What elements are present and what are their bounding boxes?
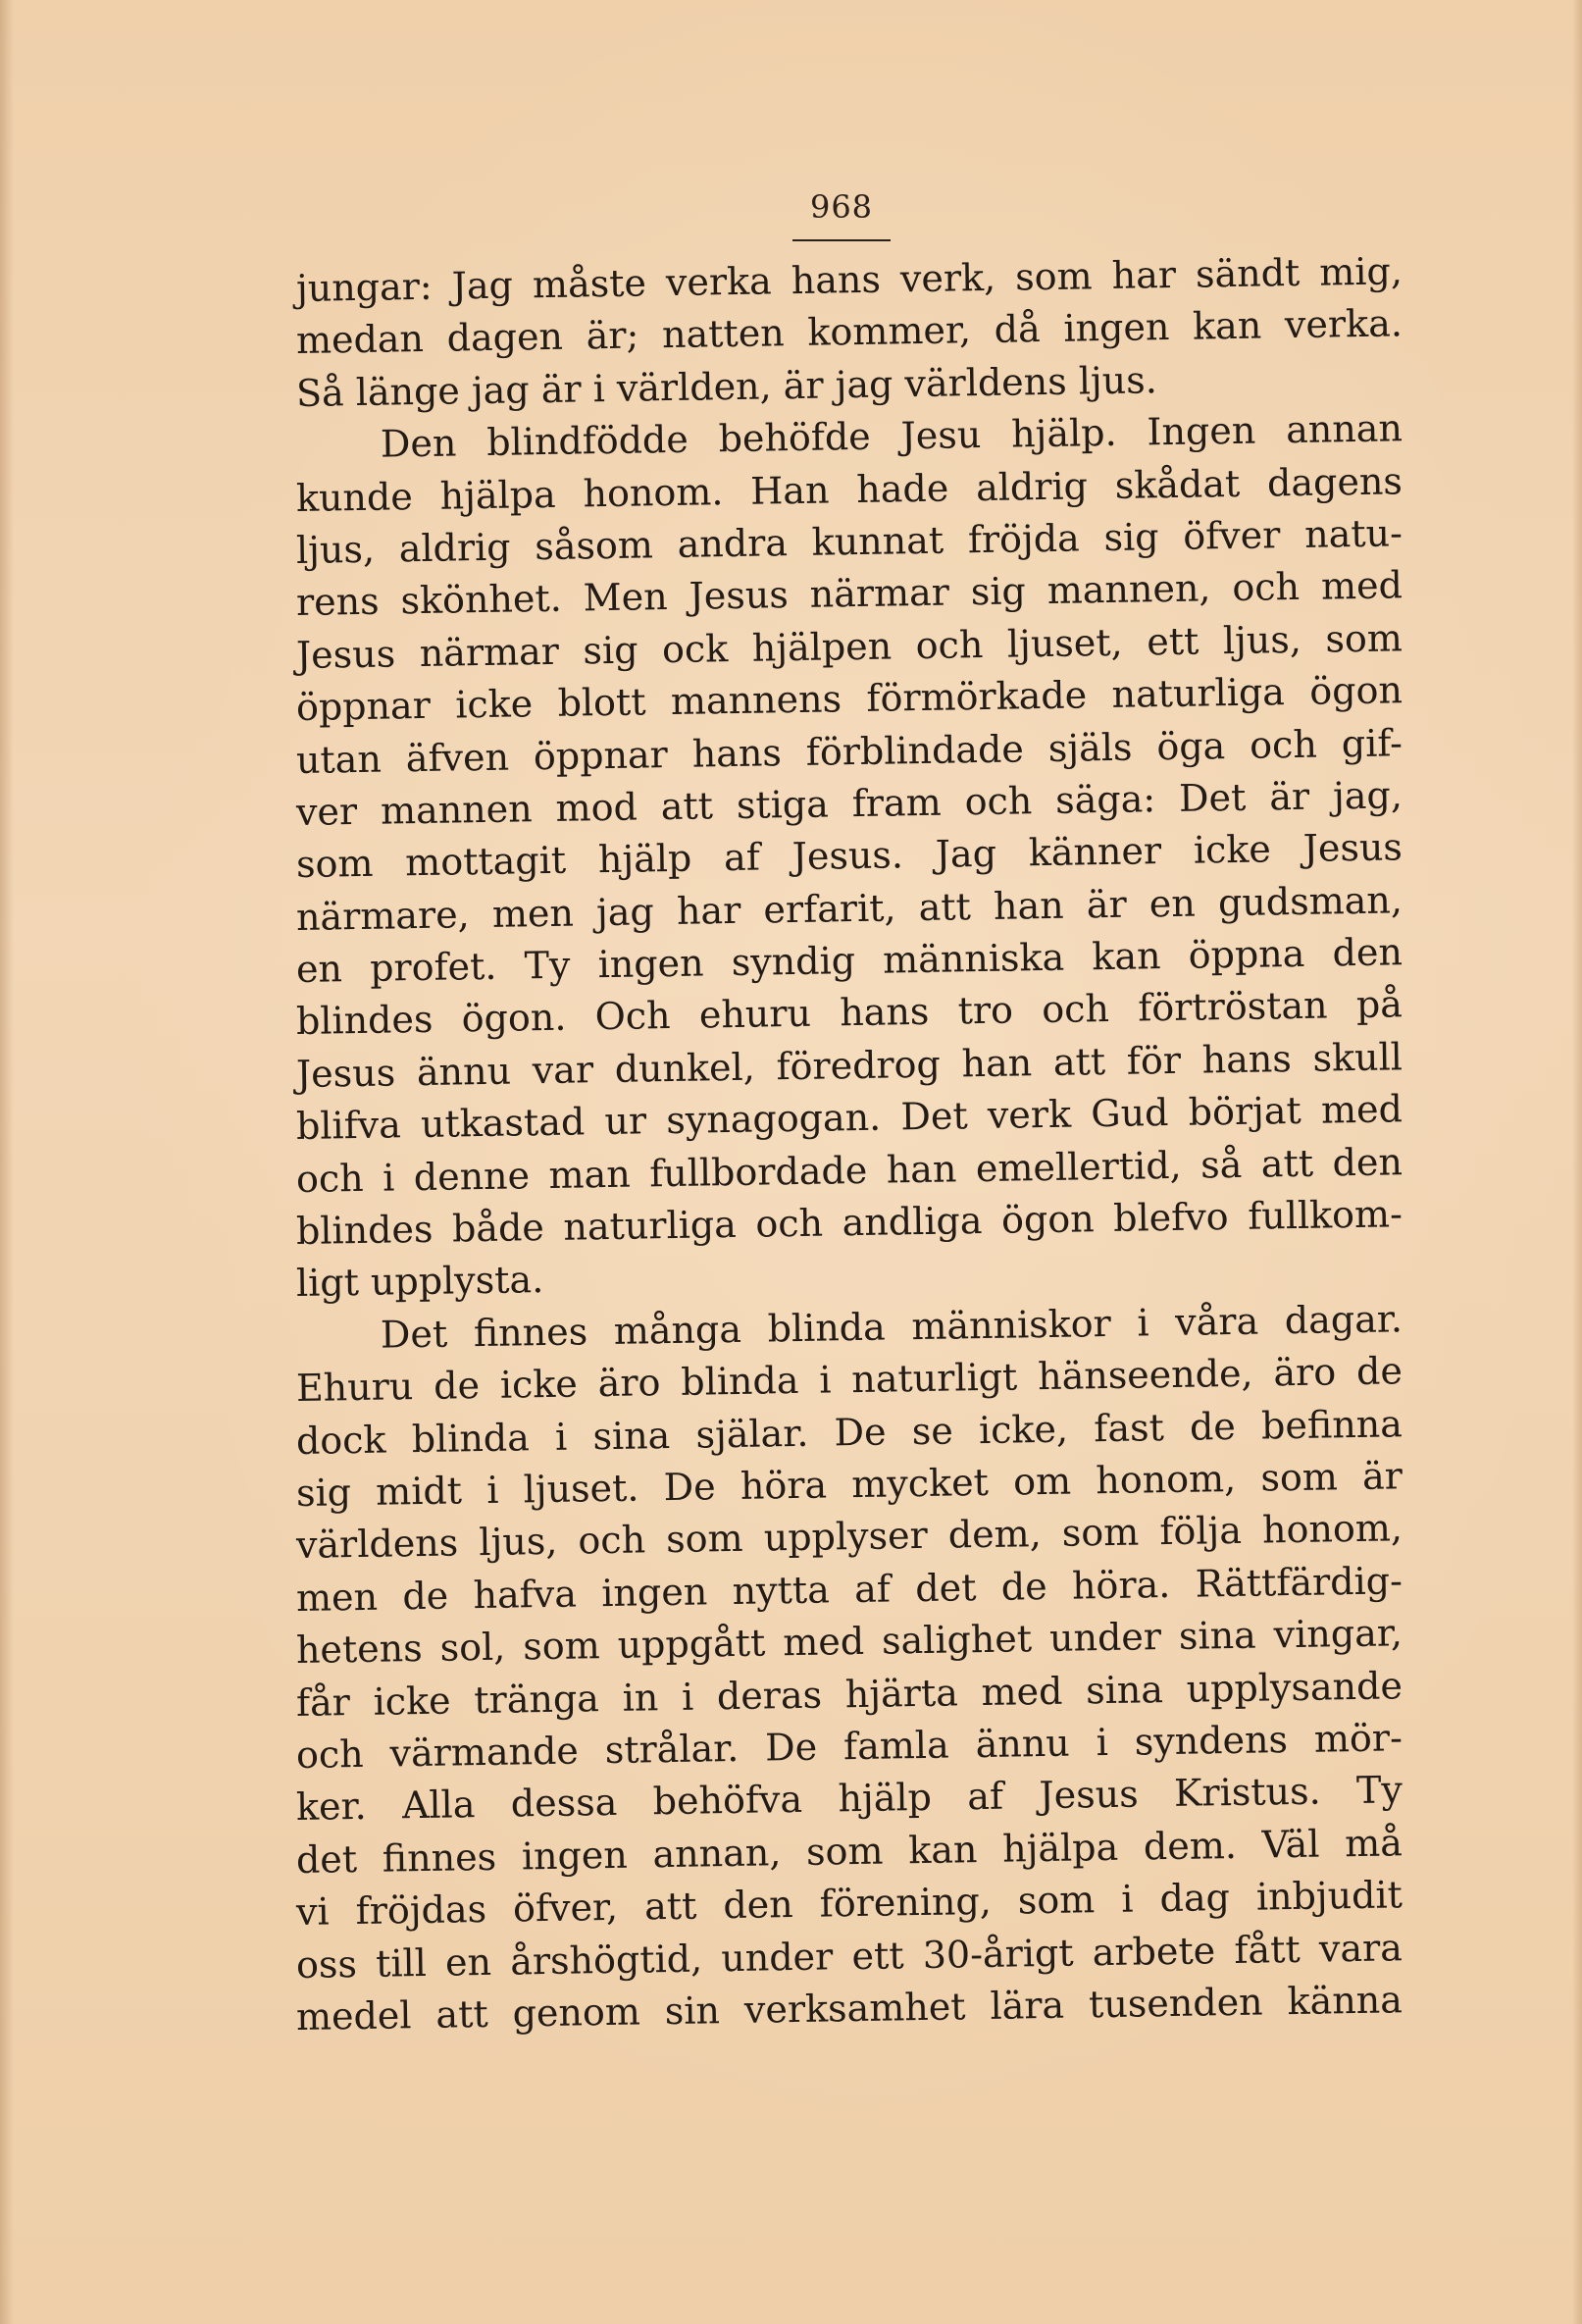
text-line: Ehuru de icke äro blinda i naturligt hänseende, äro de bbox=[295, 1349, 1403, 1411]
text-line: ljus, aldrig såsom andra kunnat fröjda sig öfver natu- bbox=[295, 511, 1403, 572]
text-line: Jesus ännu var dunkel, föredrog han att för hans skull bbox=[295, 1035, 1403, 1096]
text-line: men de hafva ingen nytta af det de höra. Rättfärdig- bbox=[295, 1559, 1403, 1620]
text-line: ker. Alla dessa behöfva hjälp af Jesus Kristus. Ty bbox=[295, 1768, 1403, 1830]
text-line: dock blinda i sina själar. De se icke, fast de befinna bbox=[295, 1401, 1403, 1463]
text-line: Jesus närmar sig ock hjälpen och ljuset, ett ljus, som bbox=[295, 616, 1403, 677]
body-text bbox=[295, 249, 1403, 2043]
text-line: sig midt i ljuset. De höra mycket om honom, som är bbox=[295, 1454, 1403, 1515]
text-line: blifva utkastad ur synagogan. Det verk Gud börjat med bbox=[295, 1087, 1403, 1149]
text-line: det finnes ingen annan, som kan hjälpa dem. Väl må bbox=[295, 1821, 1403, 1882]
text-line: medel att genom sin verksamhet lära tusenden känna bbox=[295, 1978, 1403, 2039]
text-line: Det finnes många blinda människor i våra dagar. bbox=[380, 1297, 1403, 1357]
text-line: rens skönhet. Men Jesus närmar sig mannen, och med bbox=[295, 563, 1403, 625]
text-line: och i denne man fullbordade han emellertid, så att den bbox=[295, 1139, 1403, 1201]
text-line: jungar: Jag måste verka hans verk, som har sändt mig, bbox=[295, 249, 1403, 310]
text-line: och värmande strålar. De famla ännu i syndens mör- bbox=[295, 1716, 1403, 1777]
page-number-rule bbox=[792, 239, 891, 241]
text-line: medan dagen är; natten kommer, då ingen kan verka. bbox=[295, 301, 1403, 363]
text-line: ligt upplysta. bbox=[295, 1258, 544, 1306]
page-number: 968 bbox=[809, 188, 874, 226]
text-line: öppnar icke blott mannens förmörkade naturliga ögon bbox=[295, 668, 1403, 730]
page-right-edge-shadow bbox=[1572, 0, 1582, 2324]
text-line: utan äfven öppnar hans förblindade själs öga och gif- bbox=[295, 720, 1403, 782]
text-line: Så länge jag är i världen, är jag världens ljus. bbox=[295, 357, 1158, 415]
page-left-edge-shadow bbox=[0, 0, 14, 2324]
text-line: blindes både naturliga och andliga ögon blefvo fullkom- bbox=[295, 1192, 1403, 1254]
text-line: hetens sol, som uppgått med salighet under sina vingar, bbox=[295, 1611, 1403, 1673]
text-line: en profet. Ty ingen syndig människa kan öppna den bbox=[295, 930, 1403, 992]
text-line: oss till en årshögtid, under ett 30-årigt arbete fått vara bbox=[295, 1925, 1403, 1987]
text-line: blindes ögon. Och ehuru hans tro och förtröstan på bbox=[295, 982, 1403, 1044]
text-line: världens ljus, och som upplyser dem, som följa honom, bbox=[295, 1506, 1403, 1568]
text-line: får icke tränga in i deras hjärta med sina upplysande bbox=[295, 1663, 1403, 1725]
text-line: närmare, men jag har erfarit, att han är en gudsman, bbox=[295, 877, 1403, 939]
text-line: som mottagit hjälp af Jesus. Jag känner icke Jesus bbox=[295, 825, 1403, 887]
text-line: kunde hjälpa honom. Han hade aldrig skådat dagens bbox=[295, 458, 1403, 520]
text-line: ver mannen mod att stiga fram och säga: Det är jag, bbox=[295, 773, 1403, 834]
text-line: Den blindfödde behöfde Jesu hjälp. Ingen annan bbox=[380, 406, 1403, 466]
text-line: vi fröjdas öfver, att den förening, som i dag inbjudit bbox=[295, 1873, 1403, 1935]
